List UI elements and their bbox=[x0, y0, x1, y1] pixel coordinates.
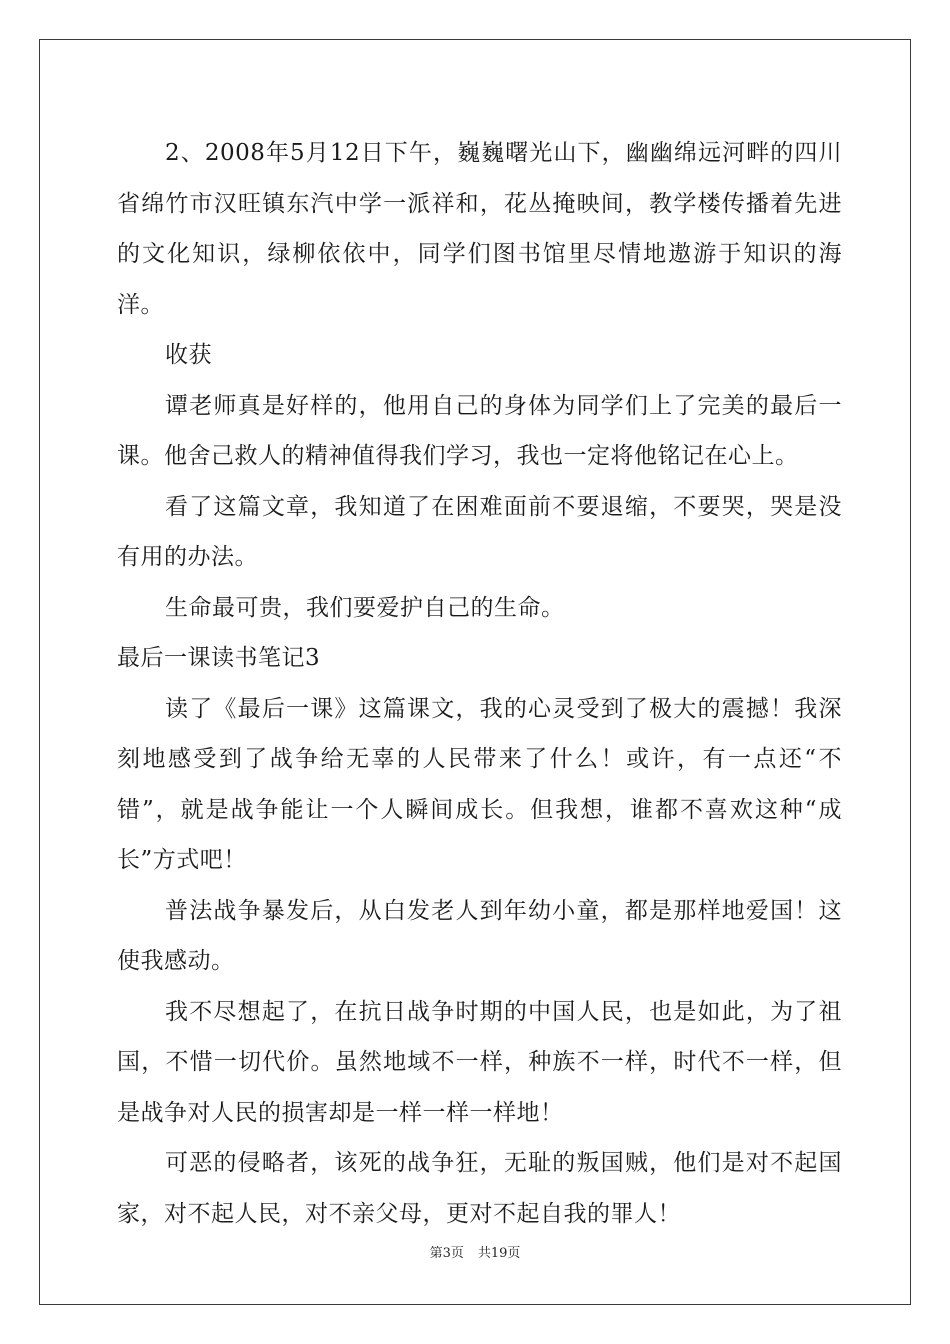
paragraph-4: 看了这篇文章，我知道了在困难面前不要退缩，不要哭，哭是没有用的办法。 bbox=[117, 493, 842, 570]
paragraph-3: 谭老师真是好样的，他用自己的身体为同学们上了完美的最后一课。他舍己救人的精神值得我们学习，我也一定将他铭记在心上。 bbox=[117, 392, 842, 469]
paragraph-5: 生命最可贵，我们要爱护自己的生命。 bbox=[165, 594, 565, 621]
paragraph-10: 可恶的侵略者，该死的战争狂，无耻的叛国贼，他们是对不起国家，对不起人民，对不亲父母，更对不起自我的罪人！ bbox=[117, 1150, 842, 1227]
document-body bbox=[117, 128, 842, 1239]
paragraph-9: 我不尽想起了，在抗日战争时期的中国人民，也是如此，为了祖国，不惜一切代价。虽然地域不一样，种族不一样，时代不一样，但是战争对人民的损害却是一样一样一样地！ bbox=[117, 998, 842, 1126]
paragraph-harvest-label: 收获 bbox=[165, 342, 212, 368]
page-number: 第3页 bbox=[429, 1246, 464, 1261]
paragraph-8: 普法战争暴发后，从白发老人到年幼小童，都是那样地爱国！这使我感动。 bbox=[117, 897, 842, 974]
page-total: 共19页 bbox=[477, 1246, 521, 1261]
paragraph-7: 读了《最后一课》这篇课文，我的心灵受到了极大的震撼！我深刻地感受到了战争给无辜的人民带来了什么！或许，有一点还“不错”，就是战争能让一个人瞬间成长。但我想，谁都不喜欢这种“成长”方式吧！ bbox=[117, 695, 842, 873]
paragraph-1: 2、2008年5月12日下午，巍巍曙光山下，幽幽绵远河畔的四川省绵竹市汉旺镇东汽中学一派祥和，花丛掩映间，教学楼传播着先进的文化知识，绿柳依依中，同学们图书馆里尽情地遨游于知识的海洋。 bbox=[117, 140, 842, 318]
page-footer bbox=[0, 1242, 950, 1261]
section-heading: 最后一课读书笔记3 bbox=[117, 645, 321, 671]
